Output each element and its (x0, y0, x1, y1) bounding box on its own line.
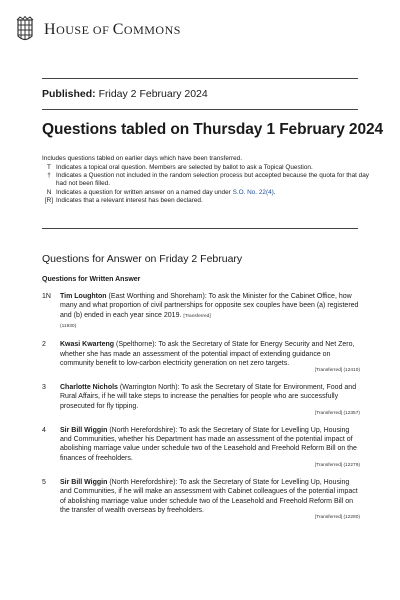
question-item: 4 Sir Bill Wiggin (North Herefordshire): To ask the Secretary of State for Levelling Up, Housing and Communities, whether his Department has made an assessment of the potential impact of abolishing marriage value under schedule two of the Leasehold and Freehold Reform Bill on the finances of freeholders. [Transferred] (12279) (42, 426, 360, 469)
portcullis-icon (14, 16, 36, 44)
member-name: Sir Bill Wiggin (60, 426, 108, 434)
question-item: 2 Kwasi Kwarteng (Spelthorne): To ask the Secretary of State for Energy Security and Net Zero, whether she has made an assessment of the potential impact of extending guidance on community benefit to low-carbon electricity generation on net zero targets. [Transferred] (12410) (42, 341, 360, 374)
question-number: 1N (42, 293, 51, 300)
member-name: Sir Bill Wiggin (60, 478, 108, 486)
top-divider (42, 78, 358, 79)
legend-row: [R] Indicates that a relevant interest has been declared. (44, 196, 203, 204)
member-name: Charlotte Nichols (60, 383, 118, 391)
question-item: 1N Tim Loughton (East Worthing and Shoreham): To ask the Minister for the Cabinet Office, how many and what proportion of civil partnerships for opposite sex couples have been (a) registered and (b) ended in each year since 2019. [Transferred] (11930) (42, 292, 360, 332)
intro-text: Includes questions tabled on earlier days which have been transferred. (42, 155, 243, 162)
page-title: Questions tabled on Thursday 1 February 2024 (42, 121, 384, 138)
legend (42, 164, 372, 205)
published-label: Published: (42, 88, 96, 100)
legend-row: N Indicates a question for written answer on a named day under S.O. No. 22(4). (46, 188, 276, 196)
legend-row: † Indicates a Question not included in the random selection process but accepted because the quota for that day had not been filled. (47, 172, 369, 188)
member-name: Kwasi Kwarteng (60, 341, 115, 349)
org-name: HOUSE OF COMMONS (44, 21, 181, 38)
questions-list (42, 292, 360, 530)
question-item: 3 Charlotte Nichols (Warrington North): To ask the Secretary of State for Environment, Food and Rural Affairs, if he will take steps to increase the penalties for people who are successfully prosecuted for fly tipping. [Transferred] (12357) (42, 383, 360, 417)
published-line (42, 88, 208, 100)
published-date: Friday 2 February 2024 (98, 88, 208, 100)
standing-order-link[interactable]: S.O. No. 22(4) (232, 188, 274, 196)
question-number: 4 (42, 426, 46, 434)
title-divider (42, 109, 358, 110)
member-name: Tim Loughton (60, 293, 107, 300)
house-of-commons-header (14, 12, 181, 48)
section-divider (42, 228, 358, 229)
question-number: 3 (42, 383, 46, 391)
question-item: 5 Sir Bill Wiggin (North Herefordshire): To ask the Secretary of State for Levelling Up, Housing and Communities, if he will make an assessment with Cabinet colleagues of the potential impact of abolishing marriage value under schedule two of the Leasehold and Freehold Reform Bill on the transfer of wealth overseas by freeholders. [Transferred] (12280) (42, 478, 360, 521)
subsection-title: Questions for Written Answer (42, 276, 141, 283)
section-title: Questions for Answer on Friday 2 February (42, 253, 243, 265)
legend-row: T Indicates a topical oral question. Members are selected by ballot to ask a Topical Question. (47, 164, 313, 171)
question-number: 5 (42, 478, 46, 486)
question-number: 2 (42, 341, 46, 349)
